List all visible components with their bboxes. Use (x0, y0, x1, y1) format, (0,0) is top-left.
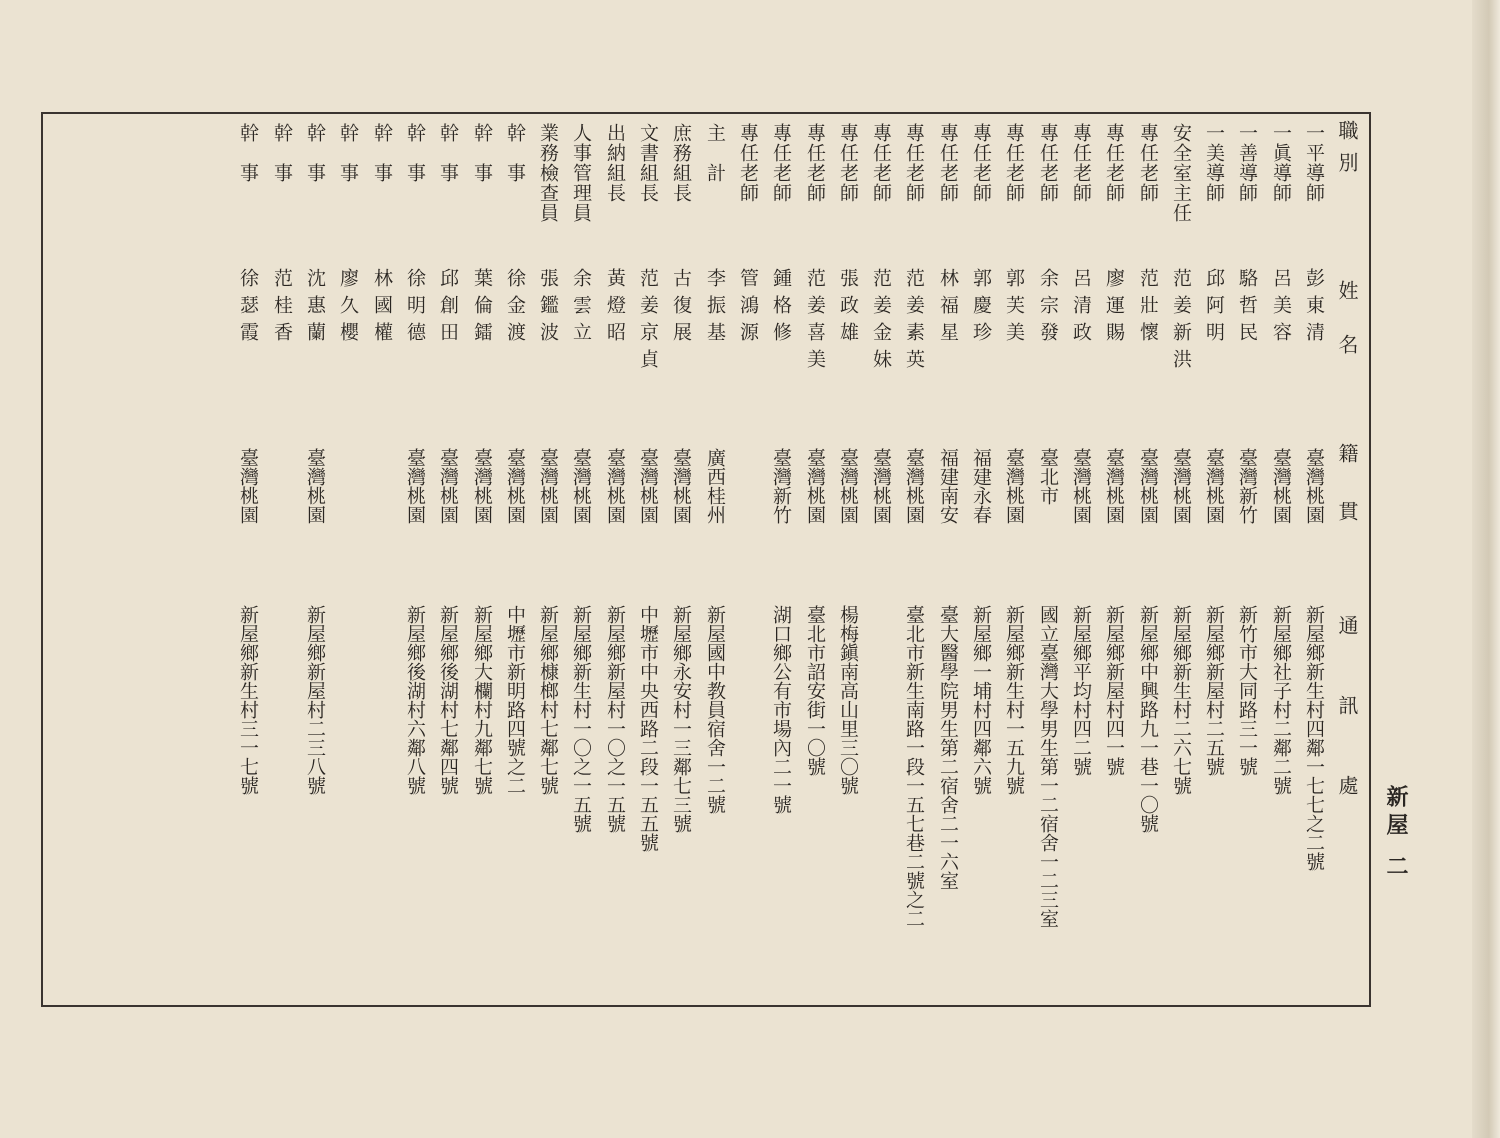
job-cell: 業務檢查員 (537, 123, 559, 223)
job-cell: 幹 事 (371, 123, 393, 183)
name-cell: 鍾格修 (770, 268, 792, 349)
job-cell: 專任老師 (1037, 123, 1059, 203)
name-cell: 范姜素英 (903, 268, 925, 376)
name-cell: 郭慶珍 (970, 268, 992, 349)
job-cell: 幹 事 (337, 123, 359, 183)
header-name: 姓名 (1335, 280, 1359, 388)
job-cell: 一善導師 (1236, 123, 1258, 203)
name-cell: 管鴻源 (737, 268, 759, 349)
origin-cell: 臺灣桃園 (1270, 448, 1292, 524)
origin-cell: 福建南安 (937, 448, 959, 524)
origin-cell: 臺灣桃園 (604, 448, 626, 524)
address-cell: 新屋鄉新生村三一七號 (237, 605, 259, 795)
job-cell: 人事管理員 (570, 123, 592, 223)
address-cell: 新屋鄉一埔村四鄰六號 (970, 605, 992, 795)
job-cell: 幹 事 (237, 123, 259, 183)
origin-cell: 臺灣桃園 (903, 448, 925, 524)
origin-cell: 臺灣桃園 (1170, 448, 1192, 524)
address-cell: 新屋鄉新屋村四一號 (1103, 605, 1125, 776)
address-cell: 新屋鄉新生村一五九號 (1003, 605, 1025, 795)
job-cell: 專任老師 (804, 123, 826, 203)
job-cell: 專任老師 (1070, 123, 1092, 203)
table-frame (41, 112, 1371, 1007)
origin-cell: 臺灣桃園 (637, 448, 659, 524)
origin-cell: 臺灣桃園 (237, 448, 259, 524)
job-cell: 出納組長 (604, 123, 626, 203)
name-cell: 彭東清 (1303, 268, 1325, 349)
address-cell: 湖口鄉公有市場內二一號 (770, 605, 792, 814)
address-cell: 新屋鄉後湖村六鄰八號 (404, 605, 426, 795)
name-cell: 徐明德 (404, 268, 426, 349)
address-cell: 臺北市詔安街一〇號 (804, 605, 826, 776)
job-cell: 專任老師 (737, 123, 759, 203)
name-cell: 林福星 (937, 268, 959, 349)
job-cell: 專任老師 (1003, 123, 1025, 203)
address-cell: 新屋鄉新生村二六七號 (1170, 605, 1192, 795)
address-cell: 新屋鄉中興路九一巷一〇號 (1137, 605, 1159, 833)
job-cell: 庶務組長 (670, 123, 692, 203)
address-cell: 新屋國中教員宿舍一二號 (704, 605, 726, 814)
address-cell: 新屋鄉社子村二鄰二號 (1270, 605, 1292, 795)
name-cell: 范姜喜美 (804, 268, 826, 376)
name-cell: 邱創田 (437, 268, 459, 349)
header-origin: 籍貫 (1335, 443, 1359, 559)
job-cell: 幹 事 (404, 123, 426, 183)
name-cell: 徐金渡 (504, 268, 526, 349)
name-cell: 余雲立 (570, 268, 592, 349)
origin-cell: 臺灣桃園 (837, 448, 859, 524)
address-cell: 楊梅鎭南高山里三〇號 (837, 605, 859, 795)
name-cell: 張鑑波 (537, 268, 559, 349)
origin-cell: 臺灣桃園 (1203, 448, 1225, 524)
origin-cell: 臺灣桃園 (437, 448, 459, 524)
name-cell: 邱阿明 (1203, 268, 1225, 349)
address-cell: 中壢市中央西路二段一五五號 (637, 605, 659, 852)
origin-cell: 臺灣桃園 (504, 448, 526, 524)
name-cell: 范壯懷 (1137, 268, 1159, 349)
origin-cell: 臺灣桃園 (1070, 448, 1092, 524)
origin-cell: 臺灣桃園 (304, 448, 326, 524)
job-cell: 文書組長 (637, 123, 659, 203)
name-cell: 廖久櫻 (337, 268, 359, 349)
address-cell: 國立臺灣大學男生第一二宿舍一二三室 (1037, 605, 1059, 928)
address-cell: 新屋鄉永安村一三鄰七三號 (670, 605, 692, 833)
address-cell: 新屋鄉新屋村一〇之一五號 (604, 605, 626, 833)
job-cell: 主 計 (704, 123, 726, 183)
origin-cell: 臺灣桃園 (804, 448, 826, 524)
job-cell: 幹 事 (271, 123, 293, 183)
origin-cell: 臺灣桃園 (1003, 448, 1025, 524)
job-cell: 專任老師 (770, 123, 792, 203)
name-cell: 范姜新洪 (1170, 268, 1192, 376)
name-cell: 黃燈昭 (604, 268, 626, 349)
name-cell: 范姜金妹 (870, 268, 892, 376)
name-cell: 呂美容 (1270, 268, 1292, 349)
name-cell: 張政雄 (837, 268, 859, 349)
origin-cell: 臺灣桃園 (471, 448, 493, 524)
job-cell: 專任老師 (970, 123, 992, 203)
address-cell: 臺北市新生南路一段一五七巷二號之二 (903, 605, 925, 928)
origin-cell: 臺灣桃園 (537, 448, 559, 524)
job-cell: 專任老師 (870, 123, 892, 203)
job-cell: 一美導師 (1203, 123, 1225, 203)
job-cell: 幹 事 (437, 123, 459, 183)
name-cell: 余宗發 (1037, 268, 1059, 349)
address-cell: 新屋鄉新屋村二五號 (1203, 605, 1225, 776)
origin-cell: 廣西桂州 (704, 448, 726, 524)
origin-cell: 臺灣桃園 (404, 448, 426, 524)
origin-cell: 臺灣桃園 (670, 448, 692, 524)
address-cell: 臺大醫學院男生第二宿舍二一六室 (937, 605, 959, 890)
job-cell: 專任老師 (1103, 123, 1125, 203)
job-cell: 一平導師 (1303, 123, 1325, 203)
page-label: 新屋 二 (1383, 785, 1409, 883)
origin-cell: 臺灣桃園 (570, 448, 592, 524)
name-cell: 李振基 (704, 268, 726, 349)
page-edge-shadow (1472, 0, 1500, 1138)
origin-cell: 臺灣桃園 (1137, 448, 1159, 524)
name-cell: 駱哲民 (1236, 268, 1258, 349)
name-cell: 林國權 (371, 268, 393, 349)
name-cell: 廖運賜 (1103, 268, 1125, 349)
address-cell: 新屋鄉新生村一〇之一五號 (570, 605, 592, 833)
name-cell: 郭芙美 (1003, 268, 1025, 349)
job-cell: 專任老師 (1137, 123, 1159, 203)
address-cell: 新屋鄉後湖村七鄰四號 (437, 605, 459, 795)
address-cell: 新竹市大同路三一號 (1236, 605, 1258, 776)
header-address: 通訊處 (1335, 615, 1359, 855)
address-cell: 中壢市新明路四號之二 (504, 605, 526, 795)
origin-cell: 臺北市 (1037, 448, 1059, 505)
header-job: 職別 (1335, 120, 1359, 184)
address-cell: 新屋鄉平均村四二號 (1070, 605, 1092, 776)
origin-cell: 臺灣新竹 (1236, 448, 1258, 524)
origin-cell: 臺灣桃園 (870, 448, 892, 524)
name-cell: 沈惠蘭 (304, 268, 326, 349)
job-cell: 幹 事 (471, 123, 493, 183)
job-cell: 幹 事 (304, 123, 326, 183)
job-cell: 幹 事 (504, 123, 526, 183)
origin-cell: 臺灣新竹 (770, 448, 792, 524)
name-cell: 葉倫鐳 (471, 268, 493, 349)
origin-cell: 福建永春 (970, 448, 992, 524)
origin-cell: 臺灣桃園 (1303, 448, 1325, 524)
job-cell: 專任老師 (837, 123, 859, 203)
job-cell: 專任老師 (937, 123, 959, 203)
address-cell: 新屋鄉新屋村二三八號 (304, 605, 326, 795)
name-cell: 范姜京貞 (637, 268, 659, 376)
name-cell: 呂清政 (1070, 268, 1092, 349)
job-cell: 安全室主任 (1170, 123, 1192, 223)
name-cell: 徐瑟霞 (237, 268, 259, 349)
address-cell: 新屋鄉新生村四鄰一七七之二號 (1303, 605, 1325, 871)
job-cell: 專任老師 (903, 123, 925, 203)
name-cell: 范桂香 (271, 268, 293, 349)
name-cell: 古復展 (670, 268, 692, 349)
address-cell: 新屋鄉槺榔村七鄰七號 (537, 605, 559, 795)
job-cell: 一眞導師 (1270, 123, 1292, 203)
origin-cell: 臺灣桃園 (1103, 448, 1125, 524)
address-cell: 新屋鄉大欄村九鄰七號 (471, 605, 493, 795)
